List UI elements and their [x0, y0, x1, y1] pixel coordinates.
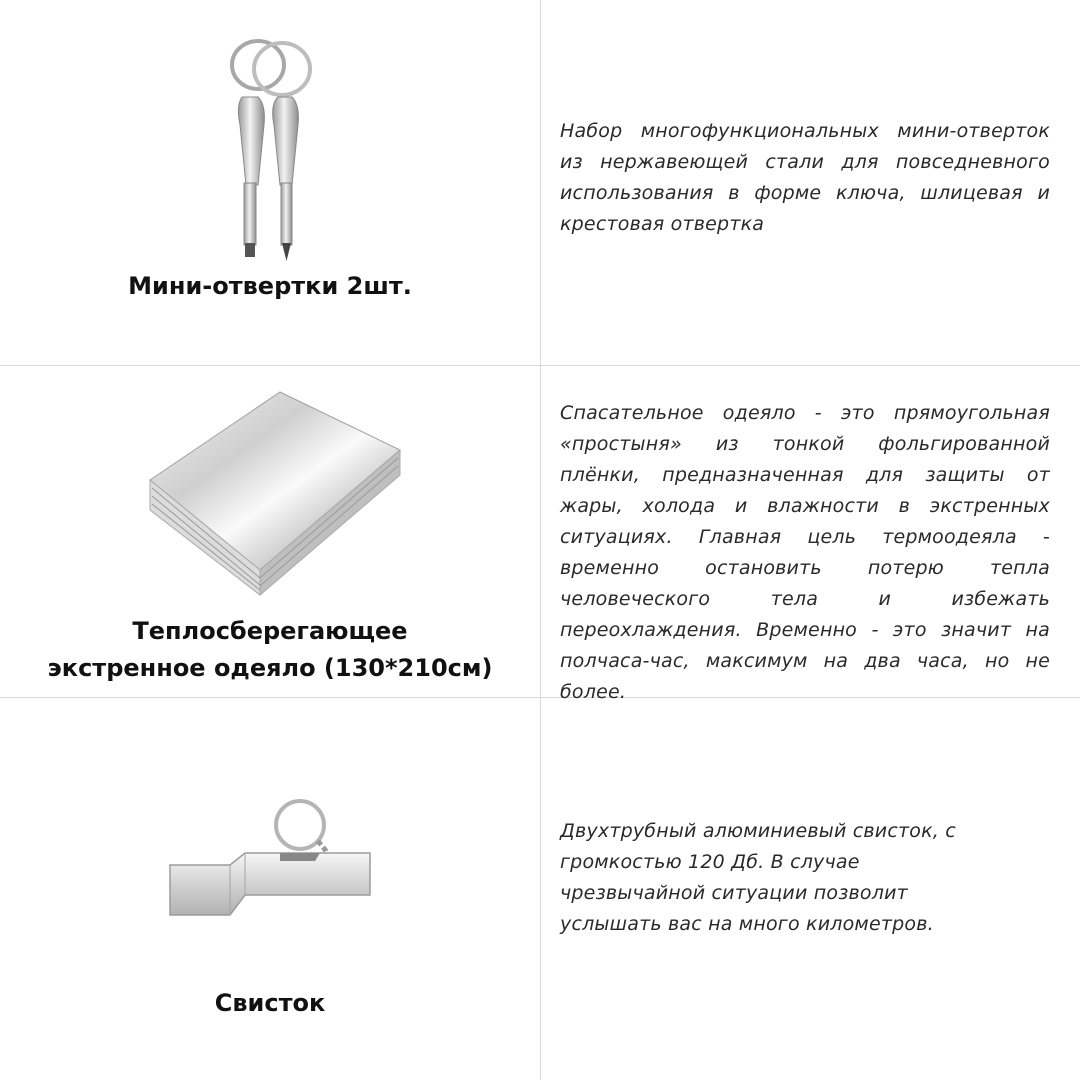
mini-screwdrivers-icon	[0, 35, 540, 265]
product-description	[560, 816, 1010, 940]
product-title: Мини-отвертки 2шт.	[128, 272, 412, 300]
title-line: Теплосберегающее	[132, 617, 408, 645]
emergency-blanket-icon	[0, 380, 540, 600]
row-divider	[0, 365, 1080, 366]
description-text: Двухтрубный алюминиевый свисток, с громкостью 120 Дб. В случае чрезвычайной ситуации позволит услышать вас на много километров.	[560, 820, 956, 935]
description-text: Набор многофункциональных мини-отверток из нержавеющей стали для повседневного использования в форме ключа, шлицевая и крестовая отвертка	[560, 120, 1050, 235]
product-title: Свисток	[214, 989, 326, 1017]
title-line: экстренное одеяло (130*210см)	[47, 654, 493, 682]
product-description	[560, 398, 1050, 708]
product-description	[560, 116, 1050, 240]
product-title	[0, 613, 540, 687]
column-divider	[540, 0, 541, 1080]
whistle-icon	[0, 795, 540, 925]
description-text: Спасательное одеяло - это прямоугольная «простыня» из тонкой фольгированной плёнки, предназначенная для защиты от жары, холода и влажности в экстренных ситуациях. Главная цель термоодеяла - временно остановить потерю тепла человеческого тела и избежать переохлаждения. Временно - это значит на полчаса-час, максимум на два часа, но не более.	[560, 402, 1050, 703]
